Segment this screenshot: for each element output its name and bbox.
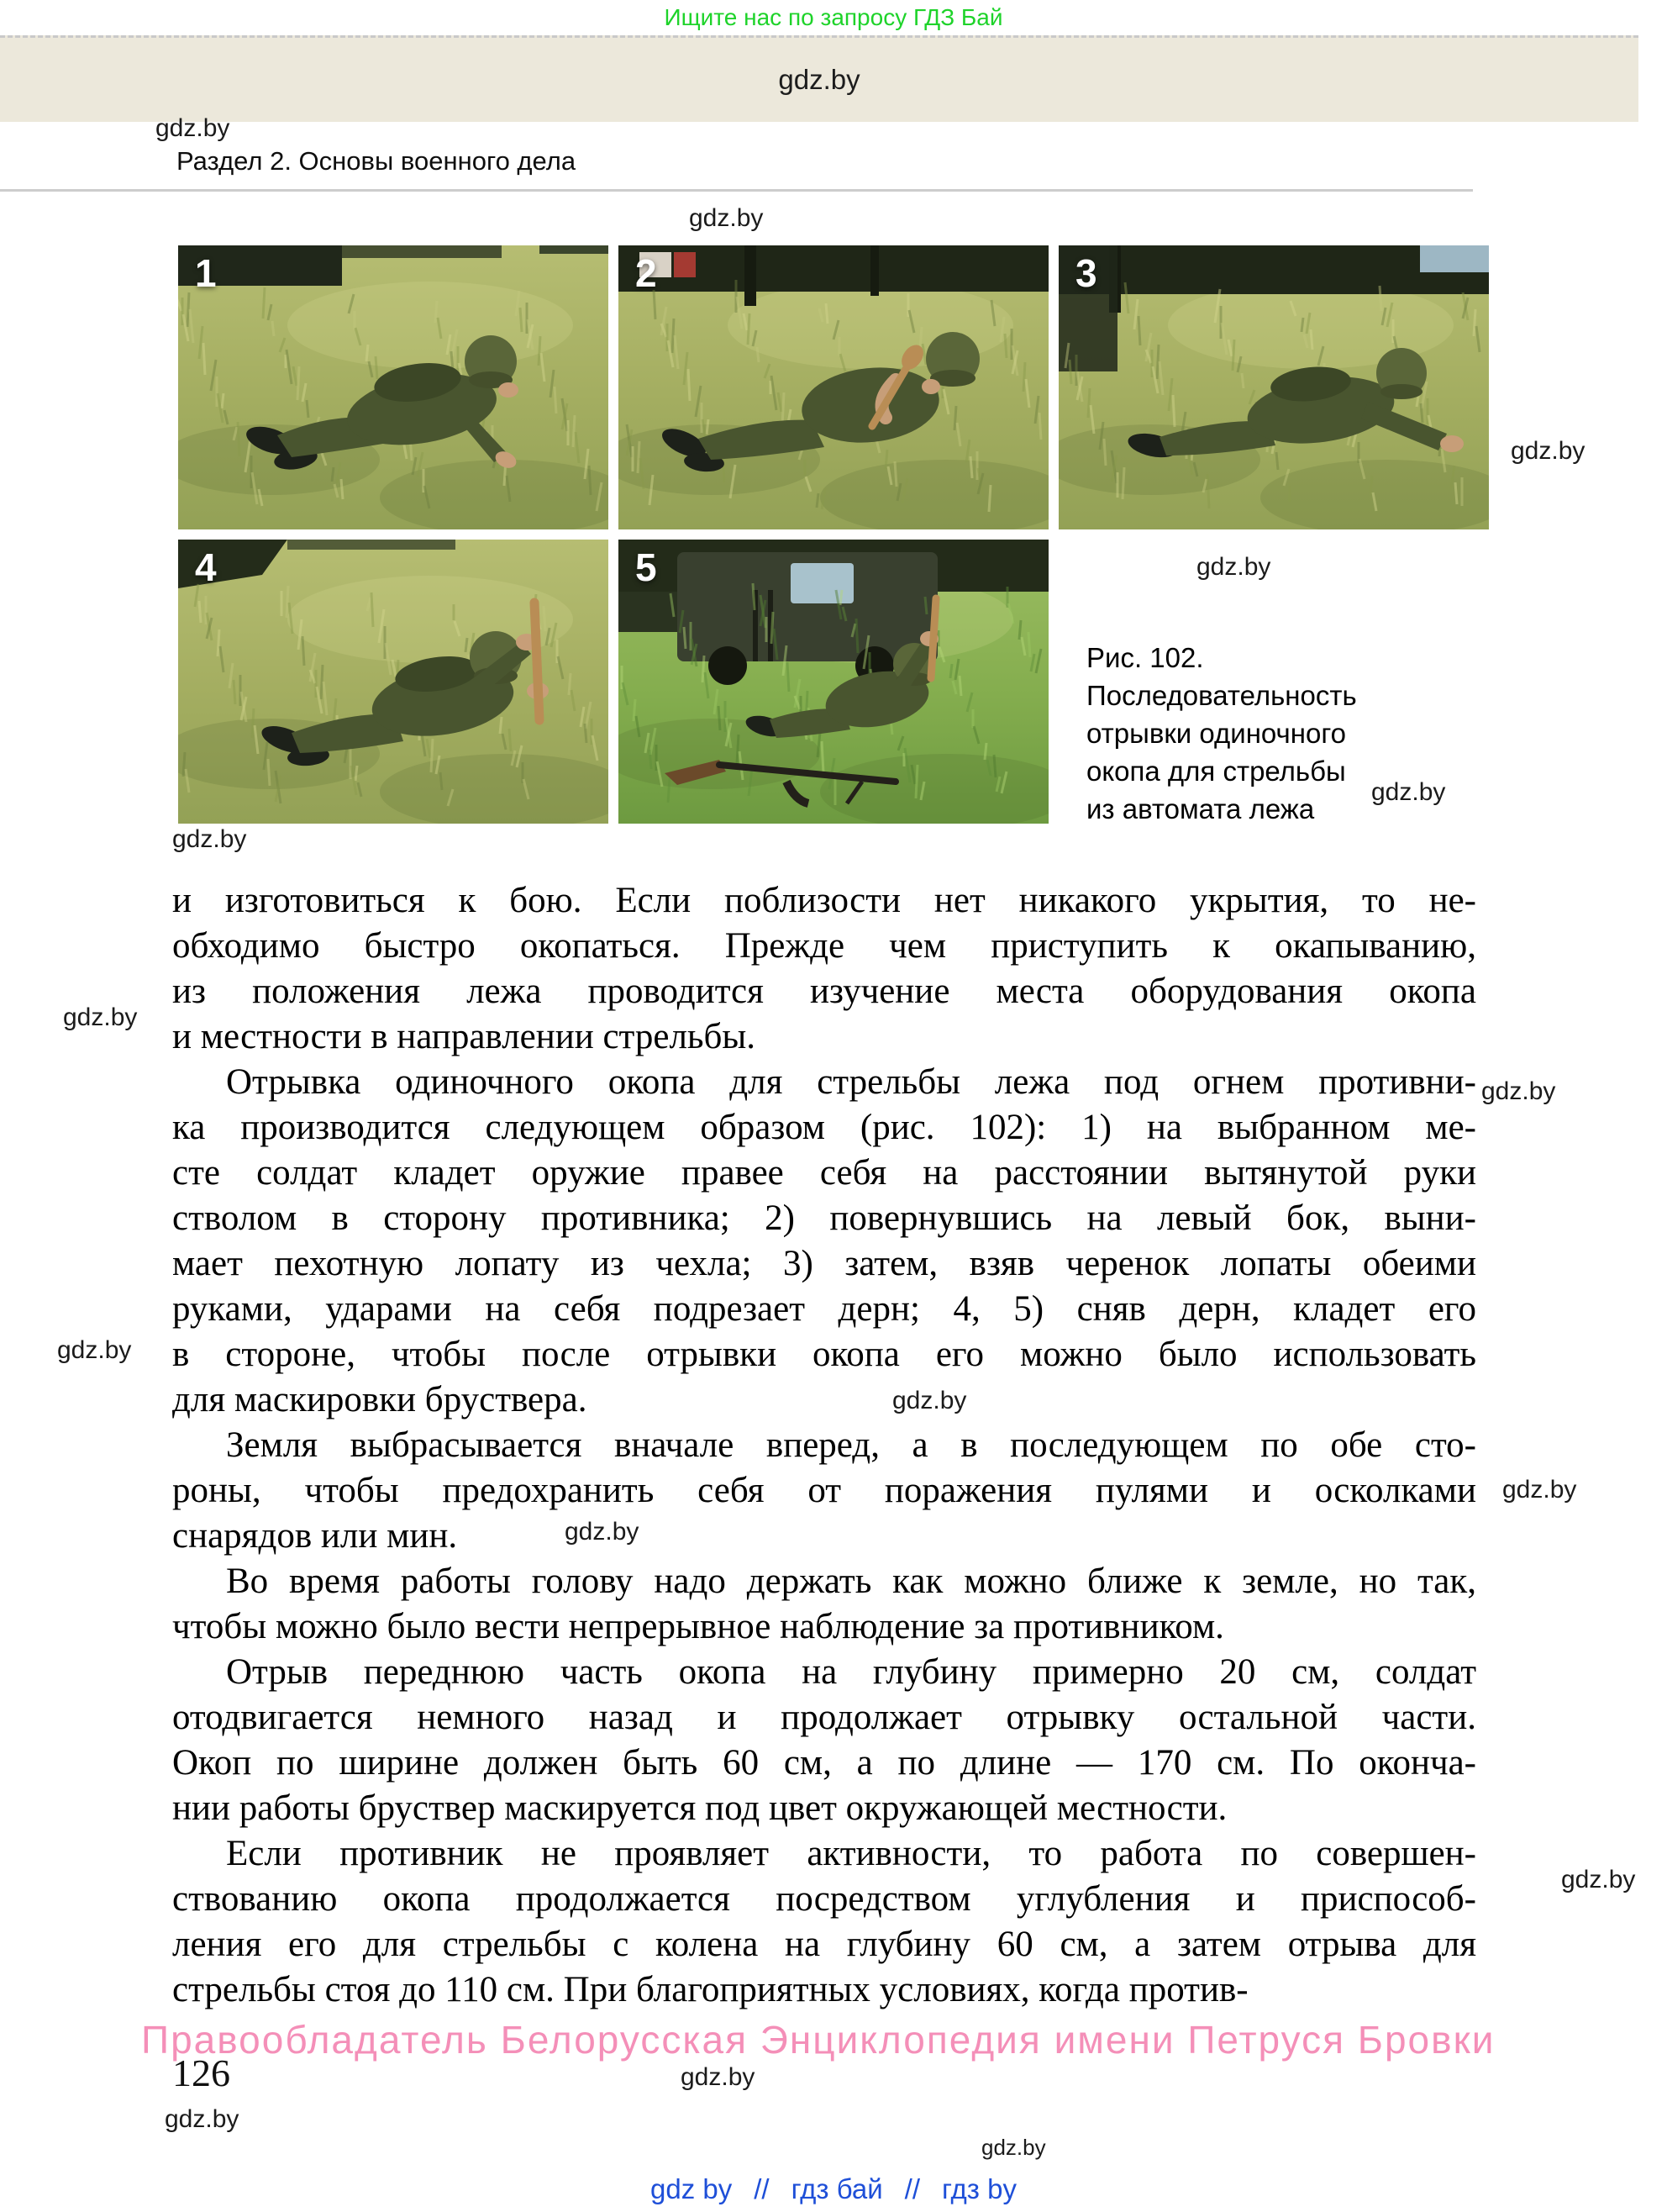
figure-photo: [618, 245, 1049, 529]
header-bar: [0, 35, 1638, 122]
photo-number-label: 3: [1075, 251, 1097, 295]
photo-illustration: [1059, 245, 1489, 529]
page-number: 126: [172, 2051, 230, 2094]
watermark: gdz.by: [689, 204, 764, 232]
body-line: роны, чтобы предохранить себя от поражения пулями и осколками: [172, 1471, 1476, 1510]
watermark: gdz.by: [892, 1387, 967, 1414]
body-line: из положения лежа проводится изучение места оборудования окопа: [172, 972, 1476, 1011]
watermark: gdz.by: [1196, 553, 1271, 581]
body-line: чтобы можно было вести непрерывное наблюдение за противником.: [172, 1607, 1224, 1646]
body-line: Отрыв переднюю часть окопа на глубину примерно 20 см, солдат: [226, 1652, 1476, 1692]
figure-photo: [1059, 245, 1489, 529]
body-line: руками, ударами на себя подрезает дерн; 4, 5) сняв дерн, кладет его: [172, 1289, 1476, 1329]
body-line: стрельбы стоя до 110 см. При благоприятных условиях, когда против-: [172, 1970, 1249, 2009]
body-line: мает пехотную лопату из чехла; 3) затем, взяв черенок лопаты обеими: [172, 1244, 1476, 1283]
body-line: стволом в сторону противника; 2) повернувшись на левый бок, выни-: [172, 1198, 1476, 1238]
body-line: Если противник не проявляет активности, то работа по совершен-: [226, 1834, 1476, 1873]
footer-link[interactable]: гдз бай: [791, 2173, 883, 2204]
figure-caption: [1086, 639, 1357, 828]
watermark: gdz.by: [1481, 1077, 1556, 1105]
watermark: gdz.by: [1561, 1866, 1636, 1893]
figure-photo: [618, 540, 1049, 824]
footer-link[interactable]: gdz by: [650, 2173, 733, 2204]
watermark: gdz.by: [981, 2135, 1046, 2160]
body-line: отодвигается немного назад и продолжает отрывку остальной части.: [172, 1698, 1476, 1737]
photo-number-label: 4: [195, 545, 217, 589]
watermark: gdz.by: [1511, 437, 1585, 465]
body-line: в стороне, чтобы после отрывки окопа его можно было использовать: [172, 1335, 1476, 1374]
figure-photo: [178, 245, 608, 529]
section-title: Раздел 2. Основы военного дела: [176, 146, 576, 176]
watermark: gdz.by: [565, 1518, 639, 1546]
caption-line: Последовательность: [1086, 680, 1357, 711]
body-line: ления его для стрельбы с колена на глубину 60 см, а затем отрыва для: [172, 1925, 1476, 1964]
body-line: Во время работы голову надо держать как можно ближе к земле, но так,: [226, 1562, 1476, 1601]
promo-banner: Ищите нас по запросу ГДЗ Бай: [664, 4, 1003, 30]
photo-number-label: 1: [195, 251, 217, 295]
divider-line: [0, 189, 1473, 192]
body-line: Земля выбрасывается вначале вперед, а в последующем по обе сто-: [226, 1425, 1476, 1465]
watermark: gdz.by: [155, 114, 230, 142]
photo-illustration: [178, 540, 608, 824]
footer-link-separator: //: [754, 2173, 770, 2204]
watermark: gdz.by: [57, 1336, 132, 1364]
footer-links: [0, 2173, 1667, 2205]
body-line: обходимо быстро окопаться. Прежде чем приступить к окапыванию,: [172, 926, 1476, 966]
body-line: Отрывка одиночного окопа для стрельбы лежа под огнем противни-: [226, 1062, 1476, 1102]
caption-line: Рис. 102.: [1086, 642, 1204, 673]
body-line: и местности в направлении стрельбы.: [172, 1017, 756, 1056]
photo-illustration: [618, 245, 1049, 529]
watermark: gdz.by: [172, 825, 247, 853]
footer-link[interactable]: гдз by: [942, 2173, 1017, 2204]
photo-number-label: 2: [635, 251, 657, 295]
photo-illustration: [618, 540, 1049, 824]
body-line: для маскировки бруствера.: [172, 1380, 587, 1419]
photo-illustration: [178, 245, 608, 529]
body-line: ствованию окопа продолжается посредством углубления и приспособ-: [172, 1879, 1476, 1919]
watermark: gdz.by: [165, 2105, 239, 2133]
caption-line: из автомата лежа: [1086, 793, 1315, 824]
watermark: gdz.by: [1371, 778, 1446, 806]
copyright-banner: Правообладатель Белорусская Энциклопедия имени Петруся Бровки: [141, 2018, 1496, 2062]
body-text: [172, 878, 1476, 2013]
watermark: gdz.by: [778, 64, 860, 95]
body-line: нии работы бруствер маскируется под цвет окружающей местности.: [172, 1788, 1228, 1828]
body-line: сте солдат кладет оружие правее себя на расстоянии вытянутой руки: [172, 1153, 1476, 1193]
body-line: снарядов или мин.: [172, 1516, 458, 1556]
watermark: gdz.by: [63, 1003, 138, 1031]
caption-line: отрывки одиночного: [1086, 718, 1346, 749]
watermark: gdz.by: [1502, 1476, 1577, 1504]
figure-photo: [178, 540, 608, 824]
body-line: Окоп по ширине должен быть 60 см, а по длине — 170 см. По оконча-: [172, 1743, 1476, 1783]
caption-line: окопа для стрельбы: [1086, 756, 1346, 787]
body-line: и изготовиться к бою. Если поблизости нет никакого укрытия, то не-: [172, 881, 1476, 920]
body-line: ка производится следующем образом (рис. 102): 1) на выбранном ме-: [172, 1108, 1476, 1147]
watermark: gdz.by: [681, 2063, 755, 2091]
footer-link-separator: //: [904, 2173, 920, 2204]
photo-number-label: 5: [635, 545, 657, 589]
